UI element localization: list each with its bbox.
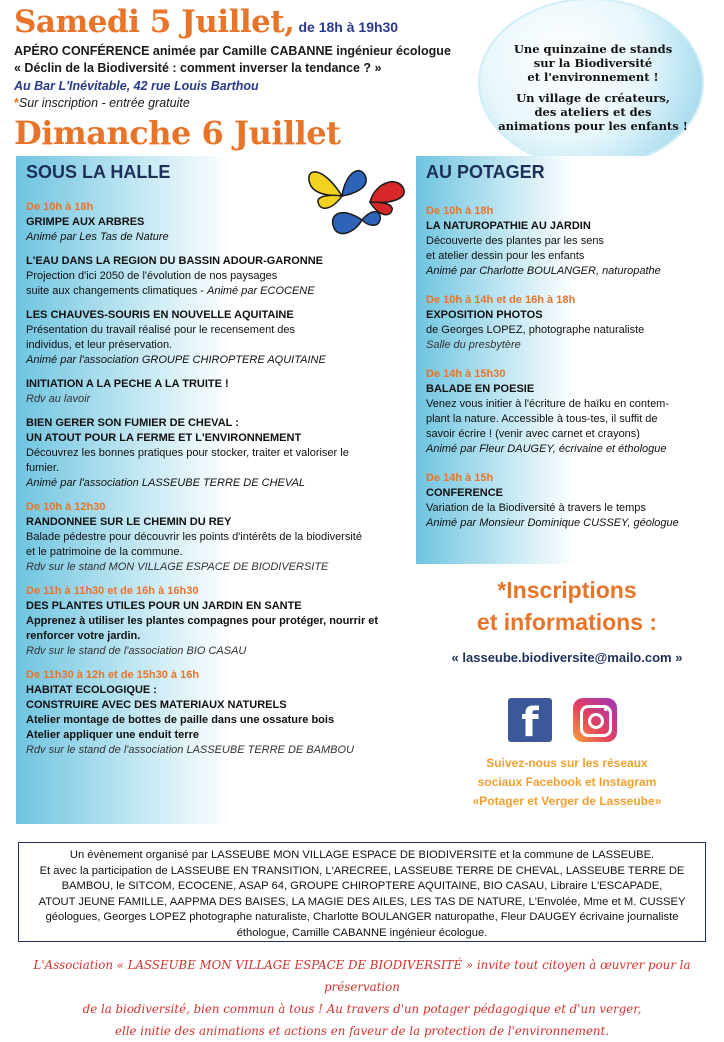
event-time: De 10h à 18h (26, 201, 94, 213)
event-desc: Variation de la Biodiversité à travers le temps (426, 502, 646, 514)
event-location: Rdv sur le stand MON VILLAGE ESPACE DE BIODIVERSITE (26, 561, 329, 573)
sunday-title: Dimanche 6 Juillet (14, 114, 341, 152)
saturday-registration (14, 96, 190, 110)
event-title: BIEN GERER SON FUMIER DE CHEVAL : (26, 417, 239, 429)
association-line: L'Association « LASSEUBE MON VILLAGE ESPACE DE BIODIVERSITÉ » invite tout citoyen à œuvrer pour la préservation (33, 958, 691, 994)
bubble-line: des ateliers et des (534, 105, 652, 119)
event-desc: Découverte des plantes par les sens (426, 235, 604, 247)
info-heading-1: *Inscriptions (497, 577, 637, 603)
event-title: LES CHAUVES-SOURIS EN NOUVELLE AQUITAINE (26, 309, 294, 321)
event-desc: fumier. (26, 462, 60, 474)
bubble-line: et l'environnement ! (527, 70, 659, 84)
event-title: UN ATOUT POUR LA FERME ET L'ENVIRONNEMENT (26, 432, 302, 444)
potager-panel (416, 156, 708, 564)
event-desc (26, 284, 402, 299)
event-time: De 14h à 15h30 (426, 368, 506, 380)
event-desc: savoir écrire ! (venir avec carnet et crayons) (426, 428, 640, 440)
association-line: de la biodiversité, bien commun à tous ! Au travers d'un potager pédagogique et d'un verger, (82, 1002, 642, 1016)
event-time: De 10h à 14h et de 16h à 18h (426, 294, 576, 306)
saturday-date: Samedi 5 Juillet, (14, 4, 295, 40)
event-fumier (26, 416, 402, 491)
event-desc: Atelier appliquer une enduit terre (26, 729, 199, 741)
event-desc: Présentation du travail réalisé pour le recensement des (26, 324, 296, 336)
event-desc: Atelier montage de bottes de paille dans une ossature bois (26, 714, 335, 726)
event-randonnee (26, 500, 402, 575)
halle-heading: SOUS LA HALLE (26, 162, 171, 182)
saturday-venue: Au Bar L'Inévitable, 42 rue Louis Barthou (14, 79, 259, 93)
event-desc: individus, et leur préservation. (26, 339, 173, 351)
event-desc-text: suite aux changements climatiques - (26, 285, 207, 297)
event-host: Animé par Monsieur Dominique CUSSEY, géologue (426, 517, 679, 529)
event-location: Salle du presbytère (426, 339, 521, 351)
event-host: Animé par Les Tas de Nature (26, 231, 169, 243)
bubble-line: Un village de créateurs, (516, 91, 670, 105)
event-naturopathie (426, 204, 702, 279)
event-time: De 14h à 15h (426, 472, 494, 484)
follow-line: Suivez-nous sur les réseaux (486, 756, 648, 770)
event-poesie (426, 367, 702, 457)
bubble-line: animations pour les enfants ! (498, 119, 688, 133)
event-plantes (26, 584, 402, 659)
organisers-box (18, 842, 706, 942)
event-title: LA NATUROPATHIE AU JARDIN (426, 220, 591, 232)
event-desc: et atelier dessin pour les enfants (426, 250, 585, 262)
event-title: DES PLANTES UTILES POUR UN JARDIN EN SANTE (26, 600, 302, 612)
halle-panel (16, 156, 408, 824)
event-host: Animé par ECOCENE (206, 285, 315, 297)
event-desc: plant la nature. Accessible à tous-tes, il suffit de (426, 413, 658, 425)
event-time: De 10h à 12h30 (26, 501, 106, 513)
event-host: Animé par Fleur DAUGEY, écrivaine et éthologue (426, 443, 667, 455)
event-conference (426, 471, 702, 531)
potager-events (426, 204, 702, 540)
event-habitat (26, 668, 402, 758)
event-desc: Découvrez les bonnes pratiques pour stocker, traiter et valoriser le (26, 447, 349, 459)
saturday-registration-text: Sur inscription - entrée gratuite (18, 96, 190, 110)
event-title: BALADE EN POESIE (426, 383, 535, 395)
info-heading-2: et informations : (476, 609, 658, 635)
event-title: HABITAT ECOLOGIQUE : (26, 684, 157, 696)
event-location: Rdv au lavoir (26, 393, 91, 405)
event-title: INITIATION A LA PECHE A LA TRUITE ! (26, 378, 229, 390)
potager-heading: AU POTAGER (426, 162, 545, 182)
association-statement (14, 954, 710, 1042)
event-desc: Apprenez à utiliser les plantes compagnes pour protéger, nourrir et (26, 615, 379, 627)
event-location: Rdv sur le stand de l'association BIO CASAU (26, 645, 247, 657)
event-time: De 10h à 18h (426, 205, 494, 217)
event-host: Animé par l'association LASSEUBE TERRE DE CHEVAL (26, 477, 306, 489)
event-host: Animé par Charlotte BOULANGER, naturopathe (426, 265, 661, 277)
event-desc: et le patrimoine de la commune. (26, 546, 183, 558)
event-peche (26, 377, 402, 407)
halle-events (26, 200, 402, 767)
event-title: RANDONNEE SUR LE CHEMIN DU REY (26, 516, 232, 528)
association-line: elle initie des animations et actions en faveur de la protection de l'environnement. (114, 1024, 610, 1038)
organisers-line: Et avec la participation de LASSEUBE EN TRANSITION, L'ARECREE, LASSEUBE TERRE DE CHEVAL, LASSEUBE TERRE DE (39, 864, 685, 877)
organisers-line: Un évènement organisé par LASSEUBE MON VILLAGE ESPACE DE BIODIVERSITE et la commune de LASSEUBE. (69, 849, 655, 861)
event-location: Rdv sur le stand de l'association LASSEUBE TERRE DE BAMBOU (26, 744, 354, 756)
organisers-line: géologues, Georges LOPEZ photographe naturaliste, Charlotte BOULANGER naturopathe, Fleur DAUGEY écrivaine journaliste (45, 911, 679, 923)
saturday-conference: APÉRO CONFÉRENCE animée par Camille CABANNE ingénieur écologue (14, 44, 451, 58)
event-desc: de Georges LOPEZ, photographe naturaliste (426, 324, 645, 336)
bubble-line: sur la Biodiversité (533, 56, 653, 70)
event-title: CONSTRUIRE AVEC DES MATERIAUX NATURELS (26, 699, 287, 711)
event-desc: Venez vous initier à l'écriture de haïku en contem- (426, 398, 670, 410)
event-desc: Balade pédestre pour découvrir les points d'intérêts de la biodiversité (26, 531, 362, 543)
event-desc: renforcer votre jardin. (26, 630, 141, 642)
social-follow-text (426, 754, 708, 811)
event-title: L'EAU DANS LA REGION DU BASSIN ADOUR-GARONNE (26, 255, 323, 267)
event-eau (26, 254, 402, 299)
follow-line: «Potager et Verger de Lasseube» (472, 794, 662, 808)
event-time: De 11h à 11h30 et de 16h à 16h30 (26, 585, 199, 597)
follow-line: sociaux Facebook et Instagram (477, 775, 657, 789)
event-exposition (426, 293, 702, 353)
organisers-line: BAMBOU, le SITCOM, ECOCENE, ASAP 64, GROUPE CHIROPTERE AQUITAINE, BIO CASAU, Libraire L'ESCAPADE, (61, 880, 663, 892)
asterisk: * (14, 96, 19, 110)
organisers-line: éthologue, Camille CABANNE ingénieur écologue. (236, 926, 488, 939)
event-chauves-souris (26, 308, 402, 368)
facebook-icon[interactable]: f (508, 698, 552, 742)
event-grimpe (26, 200, 402, 245)
saturday-conference-topic: « Déclin de la Biodiversité : comment inverser la tendance ? » (14, 61, 382, 75)
instagram-icon[interactable] (573, 698, 617, 742)
event-host: Animé par l'association GROUPE CHIROPTERE AQUITAINE (26, 354, 326, 366)
contact-email[interactable]: « lasseube.biodiversite@mailo.com » (451, 650, 683, 665)
bubble-line: Une quinzaine de stands (513, 42, 673, 56)
event-time: De 11h30 à 12h et de 15h30 à 16h (26, 669, 200, 681)
event-title: EXPOSITION PHOTOS (426, 309, 543, 321)
organisers-line: ATOUT JEUNE FAMILLE, AAPPMA DES BAISES, LA MAGIE DES AILES, LES TAS DE NATURE, L'Envolée, Mme et M. CUSSEY (38, 895, 686, 908)
event-title: GRIMPE AUX ARBRES (26, 216, 145, 228)
saturday-time: de 18h à 19h30 (298, 19, 399, 35)
event-desc: Projection d'ici 2050 de l'évolution de nos paysages (26, 270, 278, 282)
saturday-title (14, 4, 398, 40)
bubble-text (486, 42, 700, 133)
event-title: CONFERENCE (426, 487, 504, 499)
